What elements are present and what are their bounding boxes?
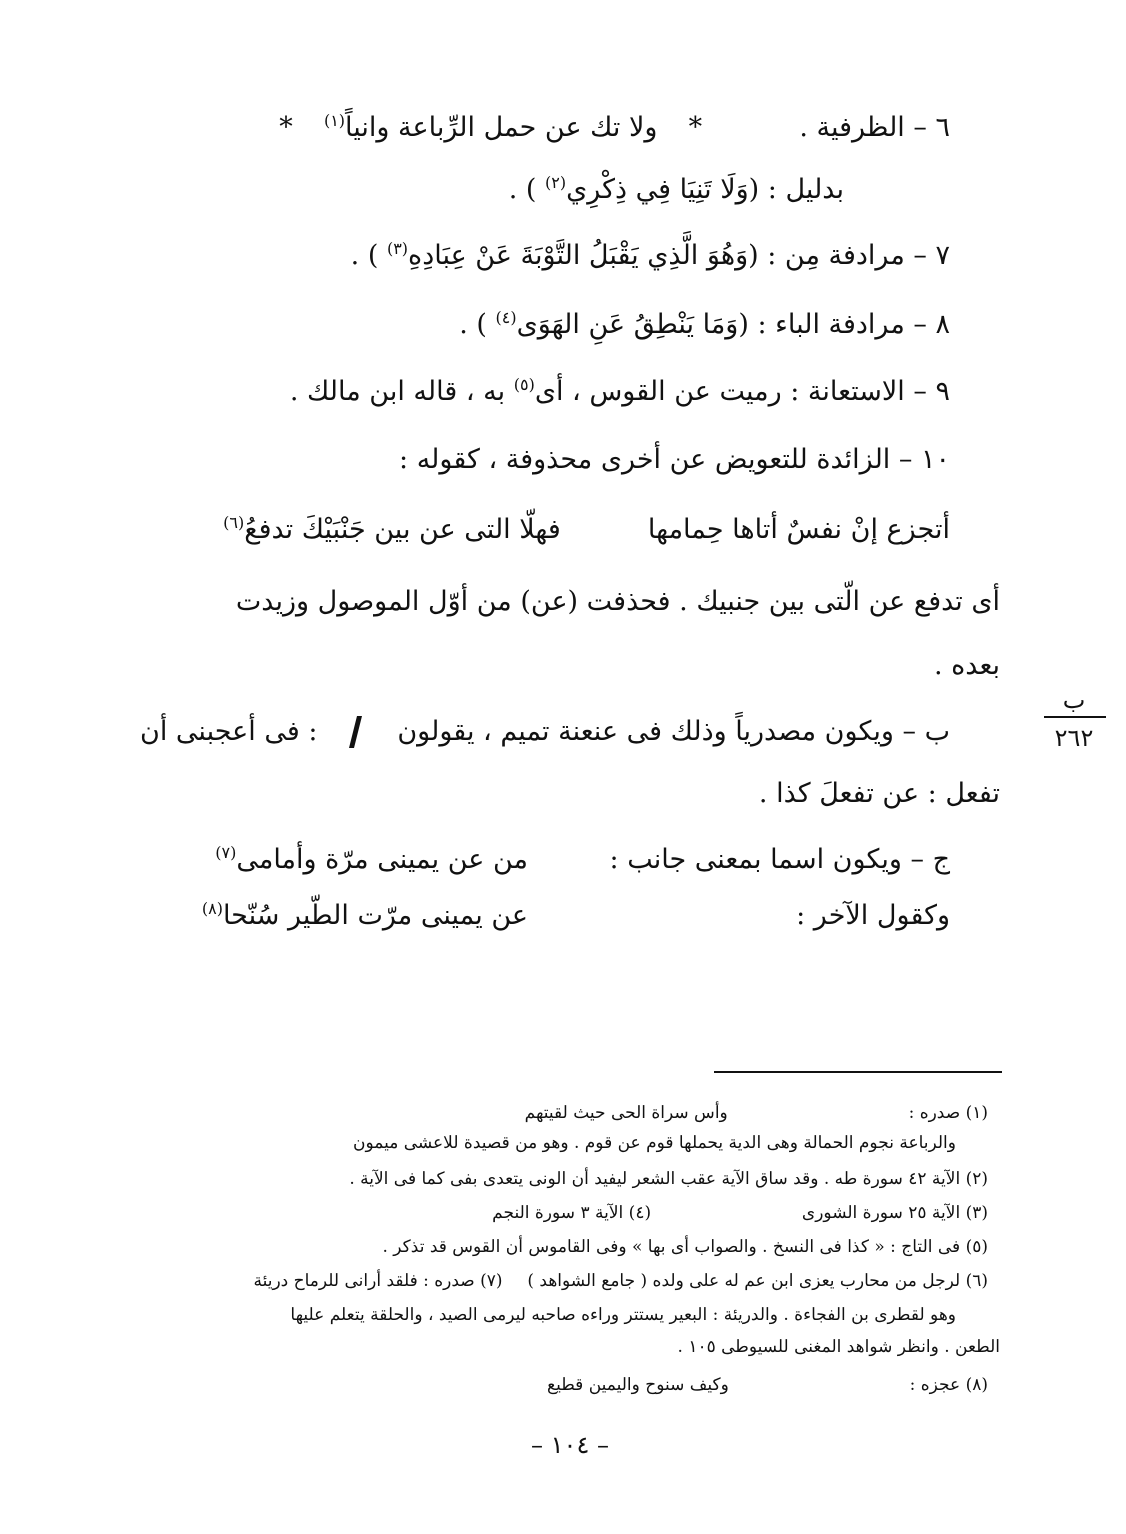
item-text: الاستعانة : رميت عن القوس ، أى [534, 376, 905, 407]
explanation-line-1 [140, 582, 1000, 622]
verse-star: * [279, 112, 293, 143]
section-k-label [530, 896, 950, 936]
footnote-5 [128, 1234, 988, 1260]
verse-text: ولا تك عن حمل الرِّباعة وانياً [345, 112, 658, 143]
paragraph-text: ج – ويكون اسما بمعنى جانب : [609, 844, 950, 875]
footnote-number: (١) [965, 1103, 988, 1123]
explanation-line-2 [140, 646, 1000, 686]
footnote-text: (٢) الآية ٤٢ سورة طه . وقد ساق الآية عقب الشعر ليفيد أن الونى يتعدى بفى كما فى الآية . [349, 1169, 988, 1189]
item-text: الزائدة للتعويض عن أخرى محذوفة ، كقوله : [399, 444, 891, 475]
footnote-1-cont [126, 1130, 956, 1156]
footnote-text: وهو لقطرى بن الفجاءة . والدريئة : البعير يستتر وراءه صاحبه ليرمى الصيد ، والحلقة يتعلم عليها [290, 1305, 956, 1325]
quran-quote: (وَمَا يَنْطِقُ عَنِ الهَوَى [516, 309, 749, 340]
footnote-ref: (٥) [513, 375, 535, 394]
item-text: مرادفة مِن : [767, 240, 905, 271]
item-7-line [150, 236, 950, 276]
item-number: ٦ – [913, 112, 950, 143]
section-j-verse [168, 840, 528, 880]
verse-star: * [688, 112, 703, 143]
margin-letter: ب [1062, 686, 1086, 714]
footnote-label: عجزه : [909, 1375, 961, 1395]
footnote-1 [128, 1100, 988, 1126]
item-6-line [150, 108, 950, 148]
quote-close: ) . [459, 309, 487, 340]
footnote-text: والرباعة نجوم الحمالة وهى الدية يحملها قوم عن قوم . وهو من قصيدة للاعشى ميمون [352, 1133, 956, 1153]
paragraph-text: بعده . [933, 650, 1000, 681]
footnote-8 [128, 1372, 988, 1398]
verse-hemistich-1: أتجزع إنْ نفسٌ أتاها حِمامها [647, 514, 950, 545]
section-b-line-2 [140, 774, 1000, 814]
footnote-text: (٧) صدره : فلقد أرانى للرماح دريئة [253, 1271, 503, 1291]
footnote-text: (٣) الآية ٢٥ سورة الشورى [801, 1203, 988, 1223]
footnote-text: (٥) فى التاج : « كذا فى النسخ . والصواب أى بها » وفى القاموس أن القوس قد تذكر . [382, 1237, 988, 1257]
footnote-6-cont-2 [120, 1334, 1000, 1360]
quran-quote: (وَلَا تَنِيَا فِي ذِكْرِي [566, 174, 760, 205]
footnote-ref: (٣) [386, 239, 409, 258]
footnote-number: (٨) [965, 1375, 988, 1395]
poetry-verse [130, 510, 950, 550]
footnote-text: الطعن . وانظر شواهد المغنى للسيوطى ١٠٥ . [677, 1337, 1000, 1357]
paragraph-text: : فى أعجبنى أن [140, 716, 318, 747]
footnote-ref: (١) [323, 111, 346, 130]
footnote-2 [128, 1166, 988, 1192]
footnote-6-7 [128, 1268, 988, 1294]
section-b-line-1b [140, 712, 340, 752]
item-8-line [150, 305, 950, 345]
margin-page-number: ٢٦٢ [1054, 724, 1094, 752]
footnote-6-cont-1 [126, 1302, 956, 1328]
footnote-label: صدره : [908, 1103, 961, 1123]
item-number: ٩ – [913, 376, 950, 407]
footnote-ref: (٧) [215, 843, 237, 862]
page-number: – ١٠٤ – [531, 1431, 609, 1459]
footnote-ref: (٤) [495, 308, 517, 327]
footnote-3-4 [128, 1200, 988, 1226]
paragraph-text: وكقول الآخر : [796, 900, 950, 931]
item-text: بدليل : [767, 174, 844, 205]
footnote-ref: (٨) [201, 899, 223, 918]
paragraph-text: أى تدفع عن الّتى بين جنبيك . فحذفت (عن) من أوّل الموصول وزيدت [235, 586, 1000, 617]
footnote-text: وكيف سنوح واليمين قطيع [547, 1375, 729, 1395]
paragraph-text: تفعل : عن تفعلَ كذا . [758, 778, 1000, 809]
item-text-cont: به ، قاله ابن مالك . [289, 376, 506, 407]
item-number: ٨ – [913, 309, 950, 340]
item-9-line [150, 372, 950, 412]
item-number: ٧ – [913, 240, 950, 271]
item-text: مرادفة الباء : [757, 309, 905, 340]
margin-rule [1044, 716, 1106, 718]
item-6-proof-line [144, 170, 844, 210]
item-text: الظرفية . [799, 112, 905, 143]
verse-text: من عن يمينى مرّة وأمامى [236, 844, 528, 875]
footnote-ref: (٢) [545, 173, 567, 192]
footnote-text: وأس سراة الحى حيث لقيتهم [524, 1103, 728, 1123]
quote-close: ) . [350, 240, 379, 271]
footnote-ref: (٦) [223, 513, 245, 532]
verse-hemistich-2: فهلّا التى عن بين جَنْبَيْكَ تدفعُ [244, 514, 561, 545]
footnote-separator [714, 1071, 1002, 1073]
quran-quote: (وَهُوَ الَّذِي يَقْبَلُ التَّوْبَةَ عَنْ عِبَادِهِ [408, 240, 759, 271]
section-j-label [530, 840, 950, 880]
quote-close: ) . [508, 174, 537, 205]
footnote-text: (٤) الآية ٣ سورة النجم [492, 1203, 652, 1223]
section-b-line-1a [330, 712, 950, 752]
item-10-line [150, 440, 950, 480]
verse-text: عن يمينى مرّت الطّير سُنّحا [222, 900, 528, 931]
footnote-text: (٦) لرجل من محارب يعزى ابن عم له على ولده ( جامع الشواهد ) [527, 1271, 988, 1291]
paragraph-text: ب – ويكون مصدرياً وذلك فى عنعنة تميم ، يقولون [397, 716, 950, 747]
item-number: ١٠ – [898, 444, 950, 475]
section-k-verse [168, 896, 528, 936]
